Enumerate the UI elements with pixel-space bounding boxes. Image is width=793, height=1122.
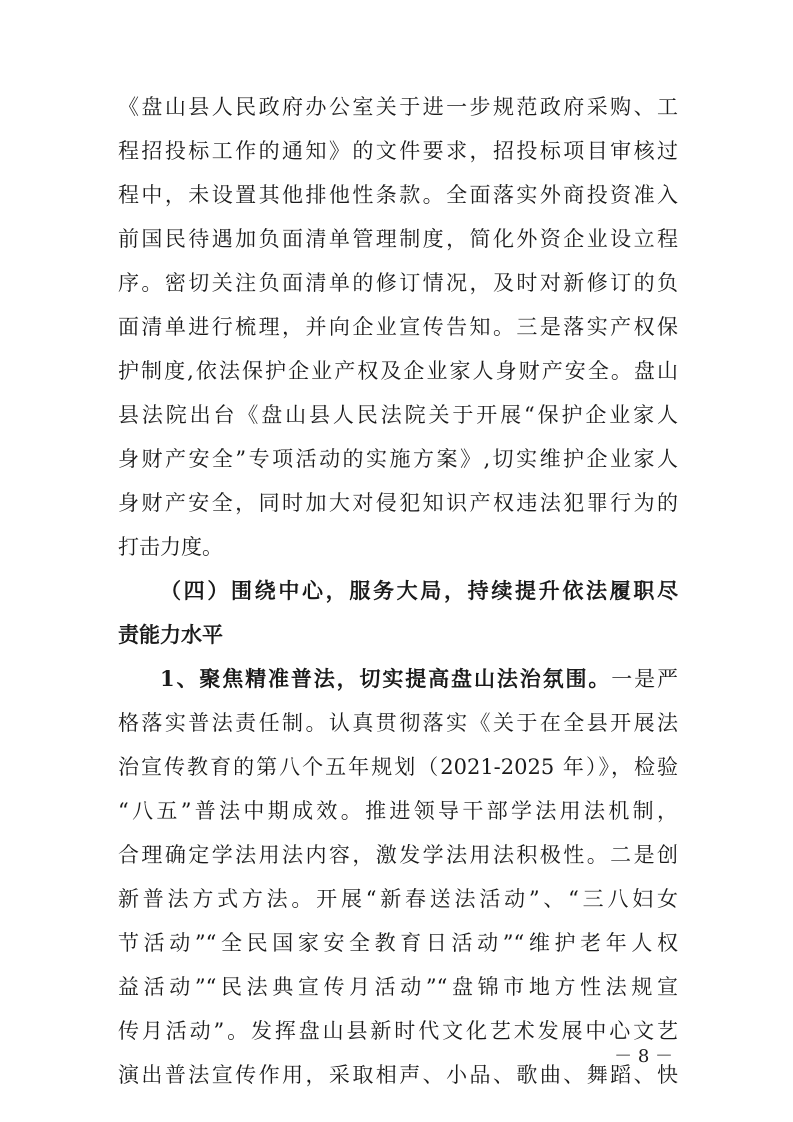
paragraph-lead-rest: 一是严 (611, 667, 678, 691)
page-number: － 8 － (614, 1046, 673, 1067)
text-line: 新普法方式方法。开展“新春送法活动”、“三八妇女 (118, 887, 678, 911)
text-line (118, 657, 678, 701)
section-heading (118, 569, 678, 657)
text-line: 演出普法宣传作用，采取相声、小品、歌曲、舞蹈、快 (118, 1063, 678, 1087)
text-line: 程中，未设置其他排他性条款。全面落实外商投资准入 (118, 183, 678, 207)
text-line: 程招投标工作的通知》的文件要求，招投标项目审核过 (118, 139, 678, 163)
paragraph-property-rights (118, 85, 678, 569)
section-heading-line: 责能力水平 (118, 622, 223, 647)
text-line: 节活动”“全民国家安全教育日活动”“维护老年人权 (118, 931, 678, 955)
paragraph-lead-title: 1、聚焦精准普法，切实提高盘山法治氛围。 (160, 666, 612, 691)
section-heading-line: （四）围绕中心，服务大局，持续提升依法履职尽 (160, 578, 678, 603)
text-line: 县法院出台《盘山县人民法院关于开展“保护企业家人 (118, 403, 678, 427)
text-line: 前国民待遇加负面清单管理制度，简化外资企业设立程 (118, 227, 678, 251)
text-line: 《盘山县人民政府办公室关于进一步规范政府采购、工 (118, 95, 678, 119)
paragraph-legal-education (118, 657, 678, 1097)
text-line: 面清单进行梳理，并向企业宣传告知。三是落实产权保 (118, 315, 678, 339)
text-line: 治宣传教育的第八个五年规划（2021-2025 年）》，检验 (118, 755, 678, 779)
body-text (118, 85, 678, 1097)
text-line: 合理确定学法用法内容，激发学法用法积极性。二是创 (118, 843, 678, 867)
text-line: 序。密切关注负面清单的修订情况，及时对新修订的负 (118, 271, 678, 295)
text-line: 身财产安全，同时加大对侵犯知识产权违法犯罪行为的 (118, 491, 678, 515)
text-line: 格落实普法责任制。认真贯彻落实《关于在全县开展法 (118, 711, 678, 735)
text-line: 传月活动”。发挥盘山县新时代文化艺术发展中心文艺 (118, 1019, 678, 1043)
text-line: 护制度,依法保护企业产权及企业家人身财产安全。盘山 (118, 359, 678, 383)
text-line: 打击力度。 (118, 535, 223, 559)
text-line: “八五”普法中期成效。推进领导干部学法用法机制， (118, 799, 678, 823)
text-line: 身财产安全”专项活动的实施方案》,切实维护企业家人 (118, 447, 678, 471)
text-line: 益活动”“民法典宣传月活动”“盘锦市地方性法规宣 (118, 975, 678, 999)
